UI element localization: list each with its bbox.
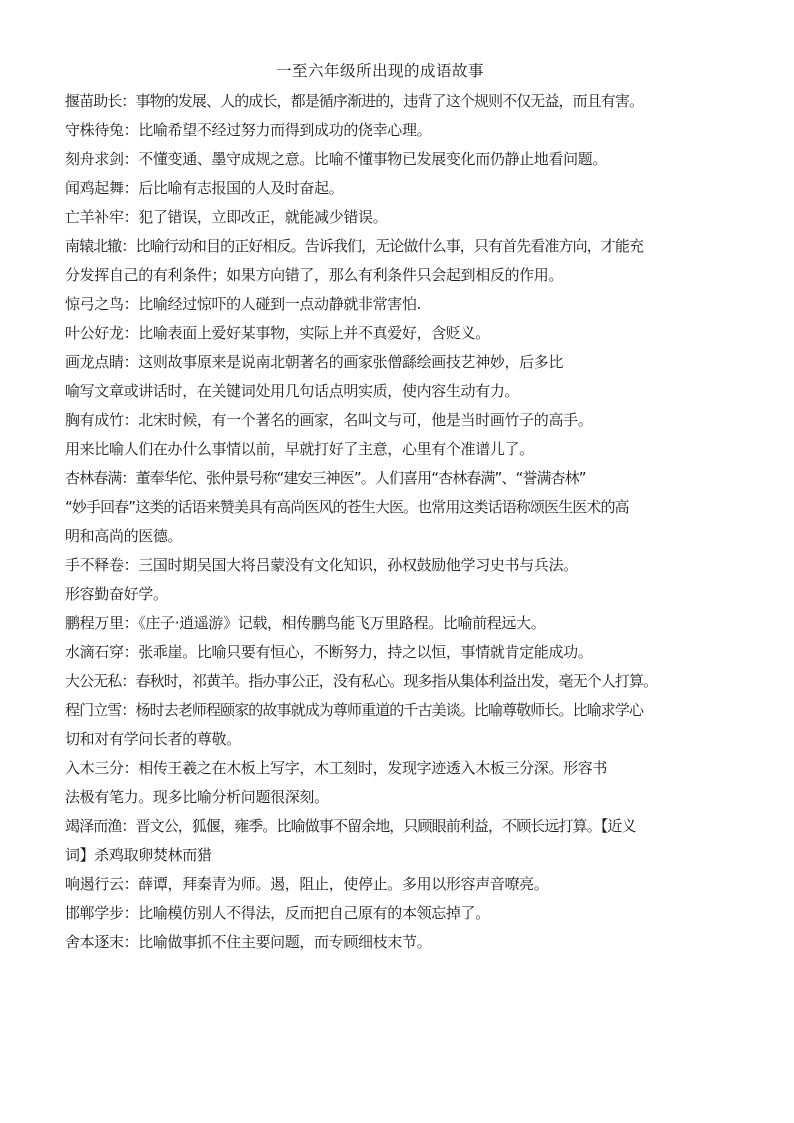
text-line: 竭泽而渔：晋文公，狐偃，雍季。比喻做事不留余地，只顾眼前利益，不顾长远打算。【近义 bbox=[65, 817, 636, 835]
text-line: 响遏行云：薛谭，拜秦青为师。遏，阻止，使停止。多用以形容声音嘹亮。 bbox=[65, 875, 549, 893]
text-line: 南辕北辙：比喻行动和目的正好相反。告诉我们，无论做什么事，只有首先看准方向，才能充 bbox=[65, 237, 644, 255]
text-line: 亡羊补牢：犯了错误，立即改正，就能减少错误。 bbox=[65, 208, 388, 226]
text-line: 叶公好龙：比喻表面上爱好某事物，实际上并不真爱好，含贬义。 bbox=[65, 324, 490, 342]
text-line: 守株待兔：比喻希望不经过努力而得到成功的侥幸心理。 bbox=[65, 121, 432, 139]
text-line: 程门立雪：杨时去老师程颐家的故事就成为尊师重道的千古美谈。比喻尊敬师长。比喻求学心 bbox=[65, 701, 644, 719]
text-line: 胸有成竹：北宋时候，有一个著名的画家，名叫文与可，他是当时画竹子的高手。 bbox=[65, 411, 593, 429]
text-line: 刻舟求剑：不懂变通、墨守成规之意。比喻不懂事物已发展变化而仍静止地看问题。 bbox=[65, 150, 608, 168]
text-line: 切和对有学问长者的尊敬。 bbox=[65, 730, 241, 748]
text-line: 画龙点睛：这则故事原来是说南北朝著名的画家张僧繇绘画技艺神妙，后多比 bbox=[65, 353, 564, 371]
text-line: 揠苗助长：事物的发展、人的成长，都是循序渐进的，违背了这个规则不仅无益，而且有害。 bbox=[65, 92, 644, 110]
text-line: 入木三分：相传王羲之在木板上写字，木工刻时，发现字迹透入木板三分深。形容书 bbox=[65, 759, 608, 777]
text-line: 大公无私：春秋时，祁黄羊。指办事公正，没有私心。现多指从集体利益出发，毫无个人打算。 bbox=[65, 672, 658, 690]
text-line: 用来比喻人们在办什么事情以前，早就打好了主意，心里有个准谱儿了。 bbox=[65, 440, 534, 458]
text-line: 喻写文章或讲话时，在关键词处用几句话点明实质，使内容生动有力。 bbox=[65, 382, 520, 400]
text-line: 手不释卷：三国时期吴国大将吕蒙没有文化知识，孙权鼓励他学习史书与兵法。 bbox=[65, 556, 578, 574]
text-line: 形容勤奋好学。 bbox=[65, 585, 168, 603]
text-line: 邯郸学步：比喻模仿别人不得法，反而把自己原有的本领忘掉了。 bbox=[65, 904, 490, 922]
text-line: 词】杀鸡取卵焚林而猎 bbox=[65, 846, 212, 864]
text-line: 惊弓之鸟：比喻经过惊吓的人碰到一点动静就非常害怕. bbox=[65, 295, 422, 313]
text-line: “妙手回春”这类的话语来赞美具有高尚医风的苍生大医。也常用这类话语称颂医生医术的高 bbox=[65, 498, 629, 516]
idiom-list bbox=[65, 87, 775, 957]
document-title: 一至六年级所出现的成语故事 bbox=[275, 62, 484, 80]
text-line: 法极有笔力。现多比喻分析问题很深刻。 bbox=[65, 788, 329, 806]
text-line: 闻鸡起舞：后比喻有志报国的人及时奋起。 bbox=[65, 179, 344, 197]
text-line: 鹏程万里：《庄子·逍遥游》记载，相传鹏鸟能飞万里路程。比喻前程远大。 bbox=[65, 614, 546, 632]
text-line: 明和高尚的医德。 bbox=[65, 527, 183, 545]
text-line: 杏林春满：董奉华佗、张仲景号称“建安三神医”。人们喜用“杏林春满”、“誉满杏林” bbox=[65, 469, 586, 487]
text-line: 分发挥自己的有利条件；如果方向错了，那么有利条件只会起到相反的作用。 bbox=[65, 266, 564, 284]
text-line: 舍本逐末：比喻做事抓不住主要问题，而专顾细枝末节。 bbox=[65, 933, 432, 951]
text-line: 水滴石穿：张乖崖。比喻只要有恒心，不断努力，持之以恒，事情就肯定能成功。 bbox=[65, 643, 593, 661]
